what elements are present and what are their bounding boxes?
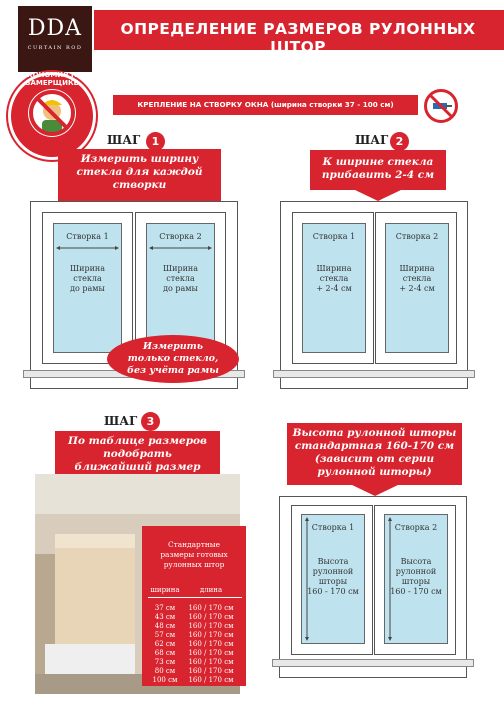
table-row: 80 см 160 / 170 см (154, 667, 234, 675)
table-row: 73 см 160 / 170 см (154, 658, 234, 666)
table-row: 37 см 160 / 170 см (154, 604, 234, 612)
height-callout-pointer (350, 484, 400, 496)
brand-logo (18, 6, 92, 72)
glass-pane: Створка 2 Ширина стекла + 2-4 см (385, 223, 449, 353)
step-2-callout-pointer (353, 189, 403, 201)
window-height (279, 496, 467, 678)
window-step-2 (280, 201, 468, 389)
step-3-callout: По таблице размеров подобрать ближайший размер (55, 431, 220, 475)
sash-left (291, 505, 373, 655)
table-row: 48 см 160 / 170 см (154, 622, 234, 630)
sash-left (292, 212, 374, 364)
mount-banner: КРЕПЛЕНИЕ НА СТВОРКУ ОКНА (ширина створки 37 - 100 см) (113, 95, 418, 115)
window-sill (272, 659, 474, 667)
table-row: 100 см 160 / 170 см (152, 676, 234, 684)
sash-right (375, 212, 457, 364)
step-1-number: 1 (146, 132, 165, 151)
no-measurer-icon (28, 89, 76, 137)
window-sill (273, 370, 475, 378)
page-title: ОПРЕДЕЛЕНИЕ РАЗМЕРОВ РУЛОННЫХ ШТОР (120, 20, 476, 56)
logo-main-text: DDA (27, 16, 83, 41)
size-table-header: ширина длина (148, 586, 242, 598)
table-row: 62 см 160 / 170 см (154, 640, 234, 648)
step-1-word: ШАГ (107, 133, 141, 147)
glass-pane: Створка 1 Ширина стекла до рамы (53, 223, 122, 353)
table-row: 68 см 160 / 170 см (154, 649, 234, 657)
table-row: 43 см 160 / 170 см (154, 613, 234, 621)
no-drill-icon (424, 89, 458, 123)
height-arrow-icon (387, 517, 393, 641)
step-1-callout: Измерить ширину стекла для каждой створки (58, 149, 221, 201)
step-1-note: Измерить только стекло, без учёта рамы (107, 335, 239, 383)
glass-pane: Створка 1 Высота рулонной шторы 160 - 170 см (301, 514, 365, 644)
width-arrow-icon (149, 245, 212, 251)
step-3-number: 3 (141, 412, 160, 431)
step-2-word: ШАГ (355, 133, 389, 147)
width-arrow-icon (56, 245, 119, 251)
step-2-number: 2 (390, 132, 409, 151)
table-row: 57 см 160 / 170 см (154, 631, 234, 639)
sash-right (374, 505, 456, 655)
height-arrow-icon (304, 517, 310, 641)
step-3-word: ШАГ (104, 414, 138, 428)
glass-pane: Створка 1 Ширина стекла + 2-4 см (302, 223, 366, 353)
size-table (142, 526, 246, 686)
size-table-title: Стандартные размеры готовых рулонных штор (160, 540, 228, 569)
height-callout: Высота рулонной шторы стандартная 160-170 см (зависит от серии рулонной шторы) (287, 423, 462, 485)
savings-badge (8, 72, 96, 160)
glass-pane: Створка 2 Ширина стекла до рамы (146, 223, 215, 353)
badge-label: ЭКОНОМИЯ НА ЗАМЕРЩИКЕ (21, 71, 83, 87)
logo-sub-text: CURTAIN ROD (27, 45, 83, 51)
step-2-callout: К ширине стекла прибавить 2-4 см (310, 150, 446, 190)
glass-pane: Створка 2 Высота рулонной шторы 160 - 170 см (384, 514, 448, 644)
